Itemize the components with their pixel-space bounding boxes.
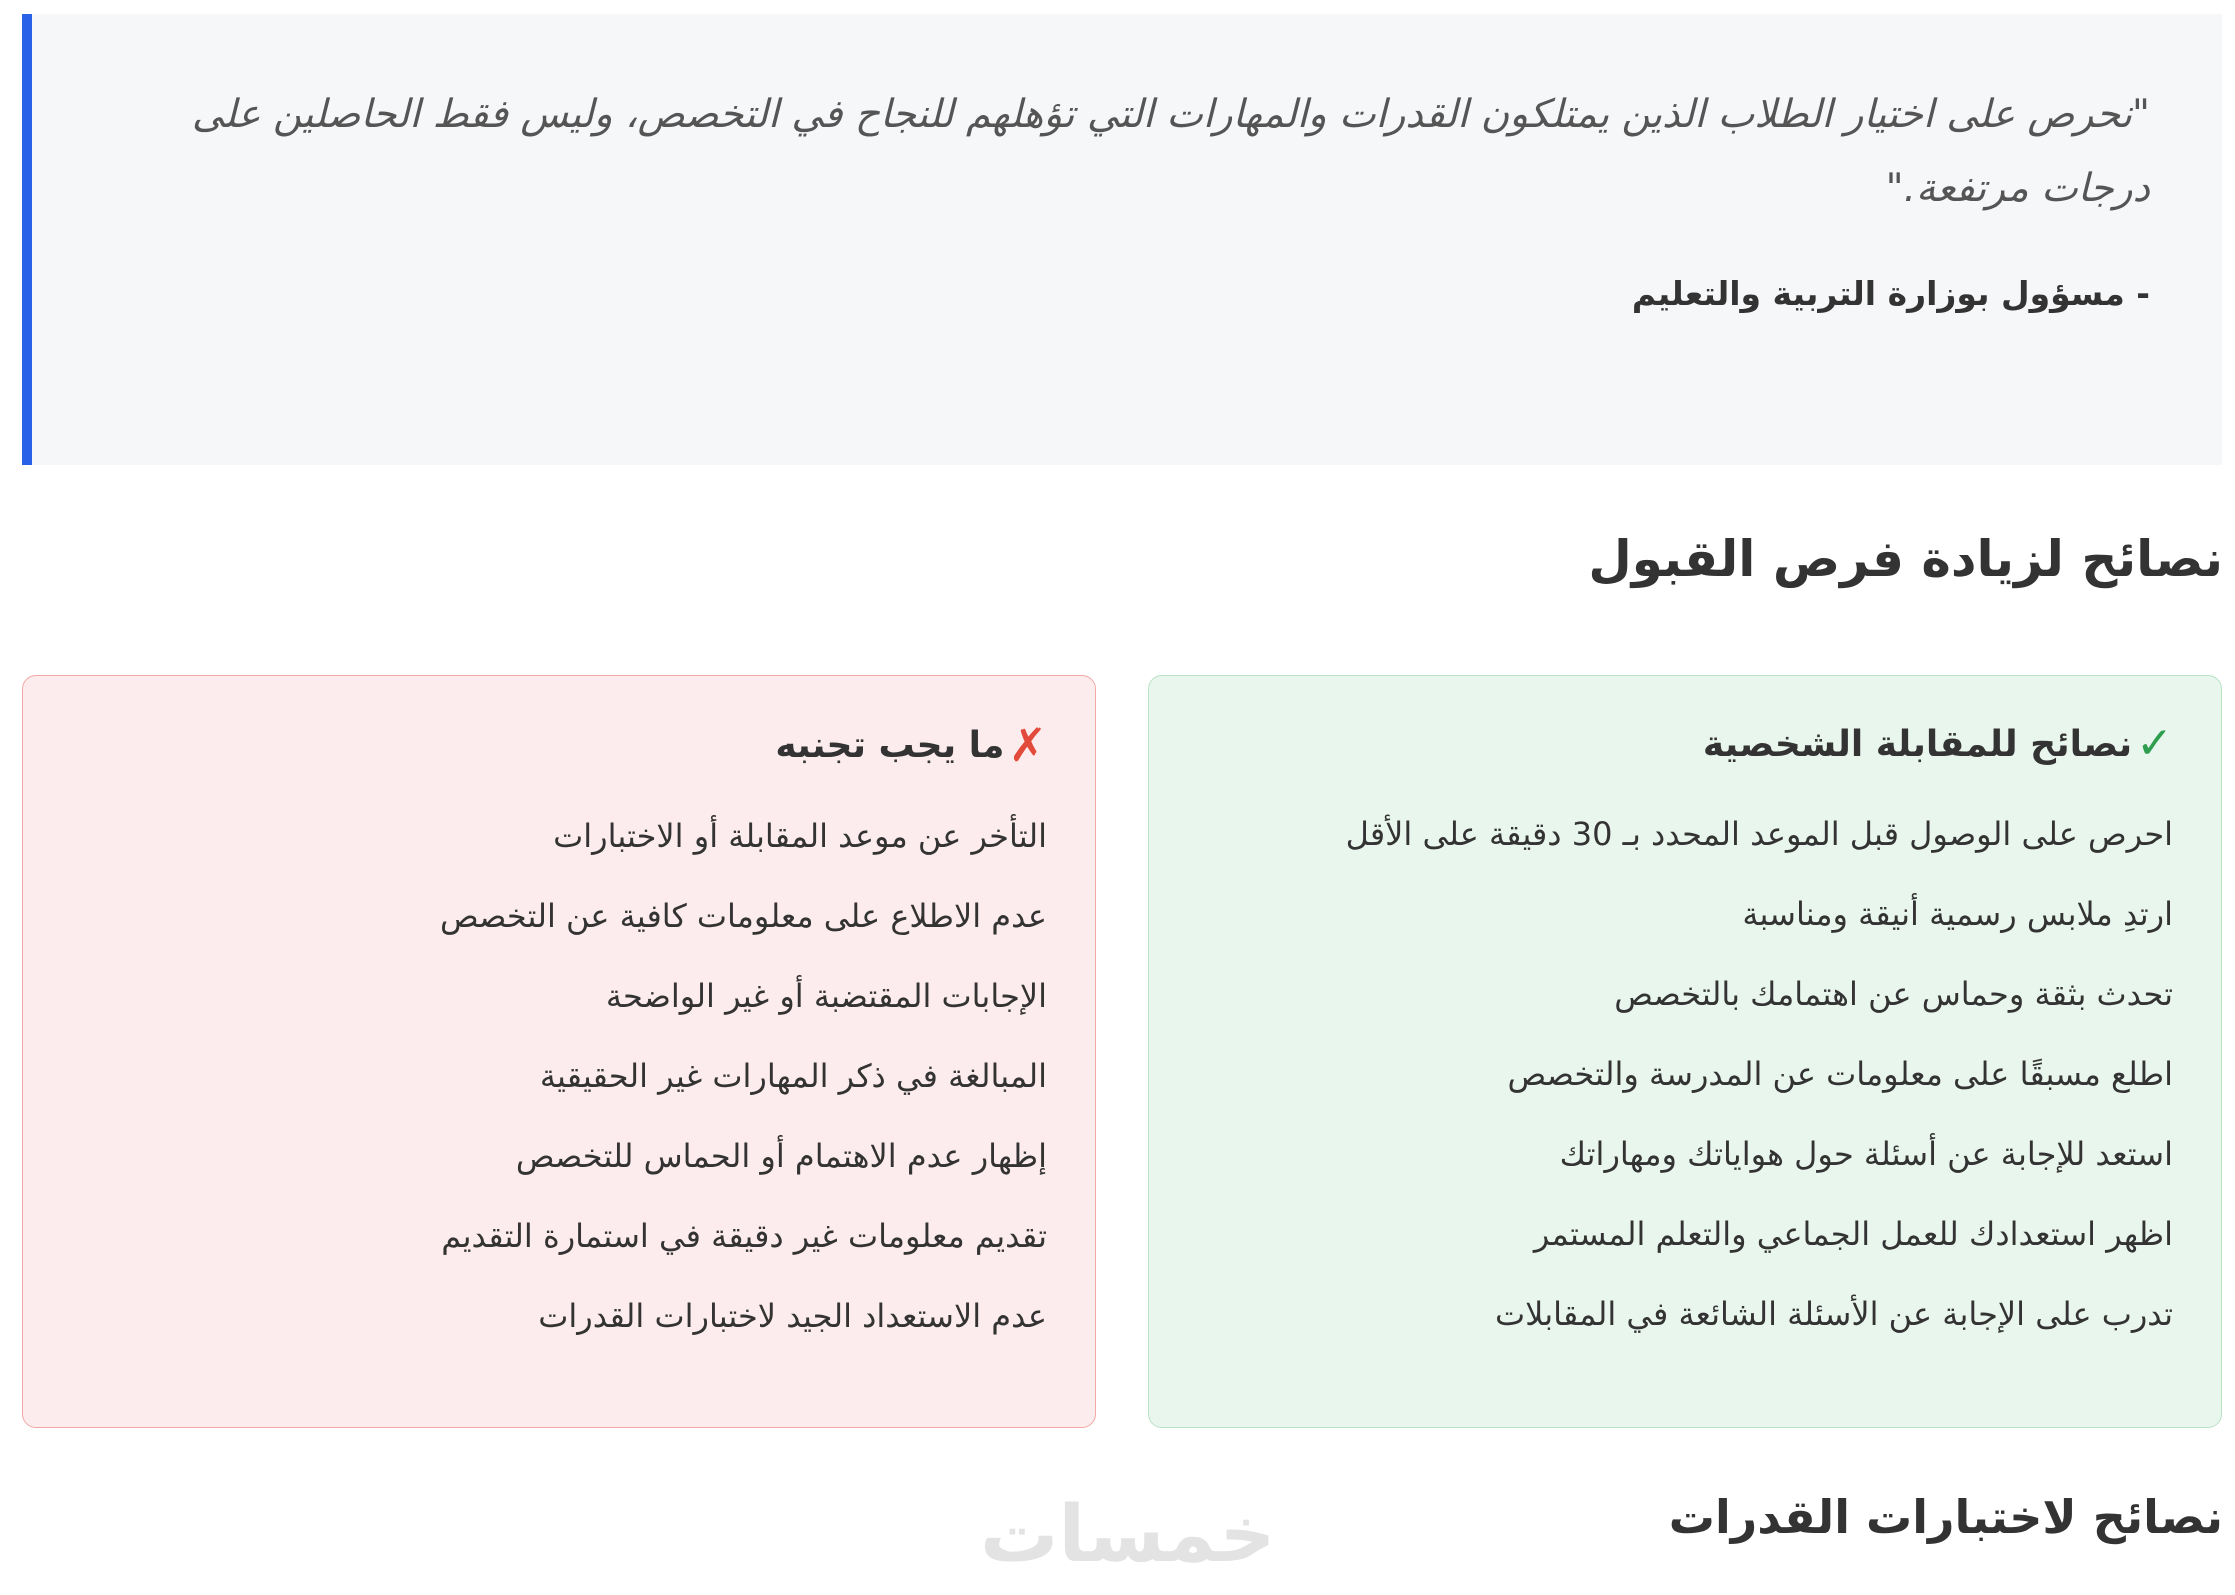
list-item: احرص على الوصول قبل الموعد المحدد بـ 30 دقيقة على الأقل	[1345, 815, 2173, 853]
interview-tips-title	[1197, 718, 2173, 769]
check-icon: ✓	[2136, 718, 2173, 769]
list-item: عدم الاستعداد الجيد لاختبارات القدرات	[538, 1297, 1047, 1335]
quote-text: "نحرص على اختيار الطلاب الذين يمتلكون القدرات والمهارات التي تؤهلهم للنجاح في التخصص، وليس فقط الحاصلين على درجات مرتفعة."	[191, 92, 2150, 211]
list-item: تدرب على الإجابة عن الأسئلة الشائعة في المقابلات	[1495, 1295, 2173, 1333]
avoid-title-text: ما يجب تجنبه	[775, 724, 1005, 766]
section-title-aptitude-tests: نصائح لاختبارات القدرات	[1668, 1490, 2223, 1544]
list-item: اظهر استعدادك للعمل الجماعي والتعلم المستمر	[1533, 1215, 2173, 1253]
watermark-logo: خمسات	[980, 1490, 1276, 1580]
quote-block	[22, 14, 2222, 465]
list-item: الإجابات المقتضبة أو غير الواضحة	[605, 977, 1047, 1015]
list-item: عدم الاطلاع على معلومات كافية عن التخصص	[439, 897, 1047, 935]
avoid-list	[71, 796, 1047, 1356]
list-item: المبالغة في ذكر المهارات غير الحقيقية	[539, 1057, 1047, 1095]
list-item: ارتدِ ملابس رسمية أنيقة ومناسبة	[1742, 895, 2173, 933]
avoid-title	[71, 718, 1047, 772]
quote-author: - مسؤول بوزارة التربية والتعليم	[1631, 274, 2150, 313]
interview-tips-list	[1197, 794, 2173, 1354]
list-item: استعد للإجابة عن أسئلة حول هواياتك ومهاراتك	[1559, 1135, 2173, 1173]
list-item: اطلع مسبقًا على معلومات عن المدرسة والتخصص	[1507, 1055, 2173, 1093]
cross-icon: ✗	[1008, 718, 1047, 772]
list-item: تقديم معلومات غير دقيقة في استمارة التقديم	[441, 1217, 1047, 1255]
avoid-card	[22, 675, 1096, 1428]
section-title-admission-tips: نصائح لزيادة فرص القبول	[1588, 530, 2223, 588]
list-item: تحدث بثقة وحماس عن اهتمامك بالتخصص	[1614, 975, 2173, 1013]
list-item: إظهار عدم الاهتمام أو الحماس للتخصص	[515, 1137, 1047, 1175]
interview-tips-card	[1148, 675, 2222, 1428]
list-item: التأخر عن موعد المقابلة أو الاختبارات	[553, 817, 1047, 855]
interview-tips-title-text: نصائح للمقابلة الشخصية	[1702, 723, 2133, 765]
